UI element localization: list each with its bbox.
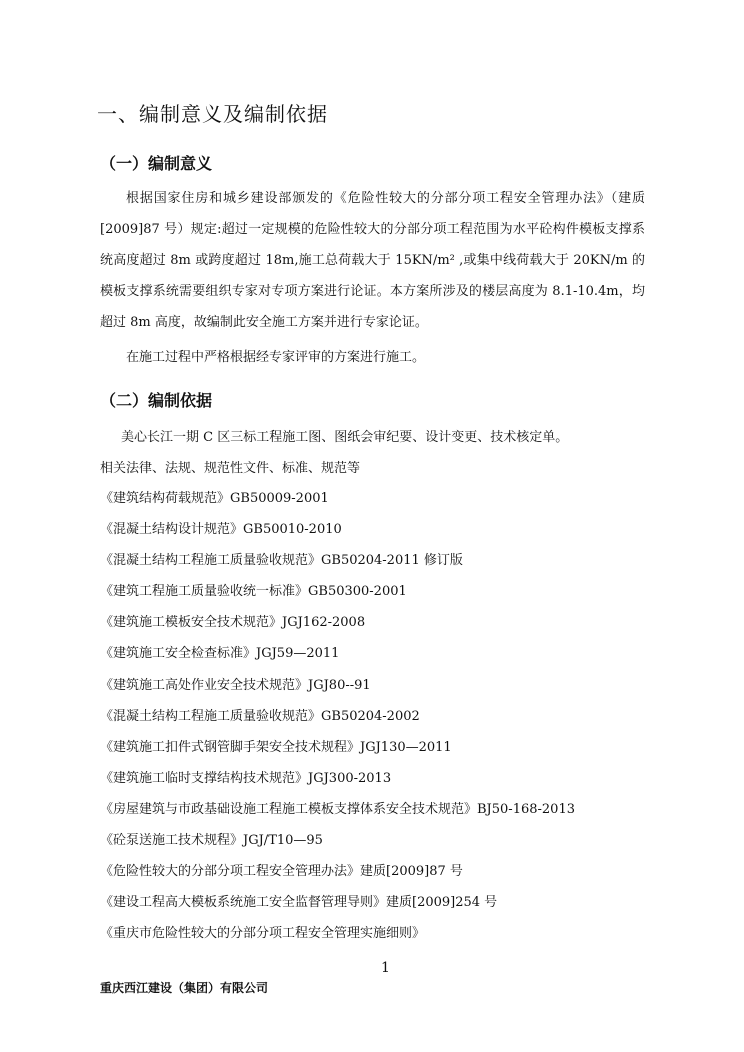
reference-item: 《建筑施工高处作业安全技术规范》JGJ80--91	[100, 677, 371, 693]
reference-item: 《重庆市危险性较大的分部分项工程安全管理实施细则》	[100, 926, 426, 942]
page-number: 1	[381, 960, 390, 976]
section-1-paragraph-2: 在施工过程中严格根据经专家评审的方案进行施工。	[126, 350, 426, 365]
section-2-title: （二）编制依据	[100, 391, 213, 410]
reference-item: 《建筑施工模板安全技术规范》JGJ162-2008	[100, 615, 366, 631]
section-1-paragraph-1: 根据国家住房和城乡建设部颁发的《危险性较大的分部分项工程安全管理办法》（建质[2009]87 号）规定:超过一定规模的危险性较大的分部分项工程范围为水平砼构件模板支撑系统高度超过 8m 或跨度超过 18m,施工总荷载大于 15KN/m² ,或集中线荷载大于 20KN/m 的模板支撑系统需要组织专家对专项方案进行论证。本方案所涉及的楼层高度为 8.1-10.4m，均超过 8m 高度，故编制此安全施工方案并进行专家论证。	[100, 191, 645, 330]
section-2-intro-line-1: 美心长江一期 C 区三标工程施工图、图纸会审纪要、设计变更、技术核定单。	[121, 430, 569, 445]
reference-item: 《建筑工程施工质量验收统一标准》GB50300-2001	[100, 584, 407, 600]
reference-item: 《混凝土结构工程施工质量验收规范》GB50204-2011 修订版	[100, 553, 463, 569]
reference-item: 《建筑施工临时支撑结构技术规范》JGJ300-2013	[100, 770, 392, 786]
reference-item: 《混凝土结构设计规范》GB50010-2010	[100, 522, 342, 538]
reference-list	[100, 488, 575, 954]
section-1-title: （一）编制意义	[100, 154, 213, 173]
reference-item: 《建设工程高大模板系统施工安全监督管理导则》建质[2009]254 号	[100, 895, 498, 911]
company-footer: 重庆西江建设（集团）有限公司	[100, 981, 269, 995]
reference-item: 《混凝土结构工程施工质量验收规范》GB50204-2002	[100, 708, 420, 724]
reference-item: 《砼泵送施工技术规程》JGJ/T10—95	[100, 833, 323, 849]
reference-item: 《房屋建筑与市政基础设施工程施工模板支撑体系安全技术规范》BJ50-168-2013	[100, 801, 575, 817]
main-heading: 一、编制意义及编制依据	[97, 102, 328, 126]
section-2-intro-line-2: 相关法律、法规、规范性文件、标准、规范等	[100, 461, 361, 476]
reference-item: 《危险性较大的分部分项工程安全管理办法》建质[2009]87 号	[100, 864, 463, 880]
reference-item: 《建筑结构荷载规范》GB50009-2001	[100, 491, 329, 506]
reference-item: 《建筑施工扣件式钢管脚手架安全技术规程》JGJ130—2011	[100, 739, 452, 755]
reference-item: 《建筑施工安全检查标准》JGJ59—2011	[100, 646, 340, 662]
